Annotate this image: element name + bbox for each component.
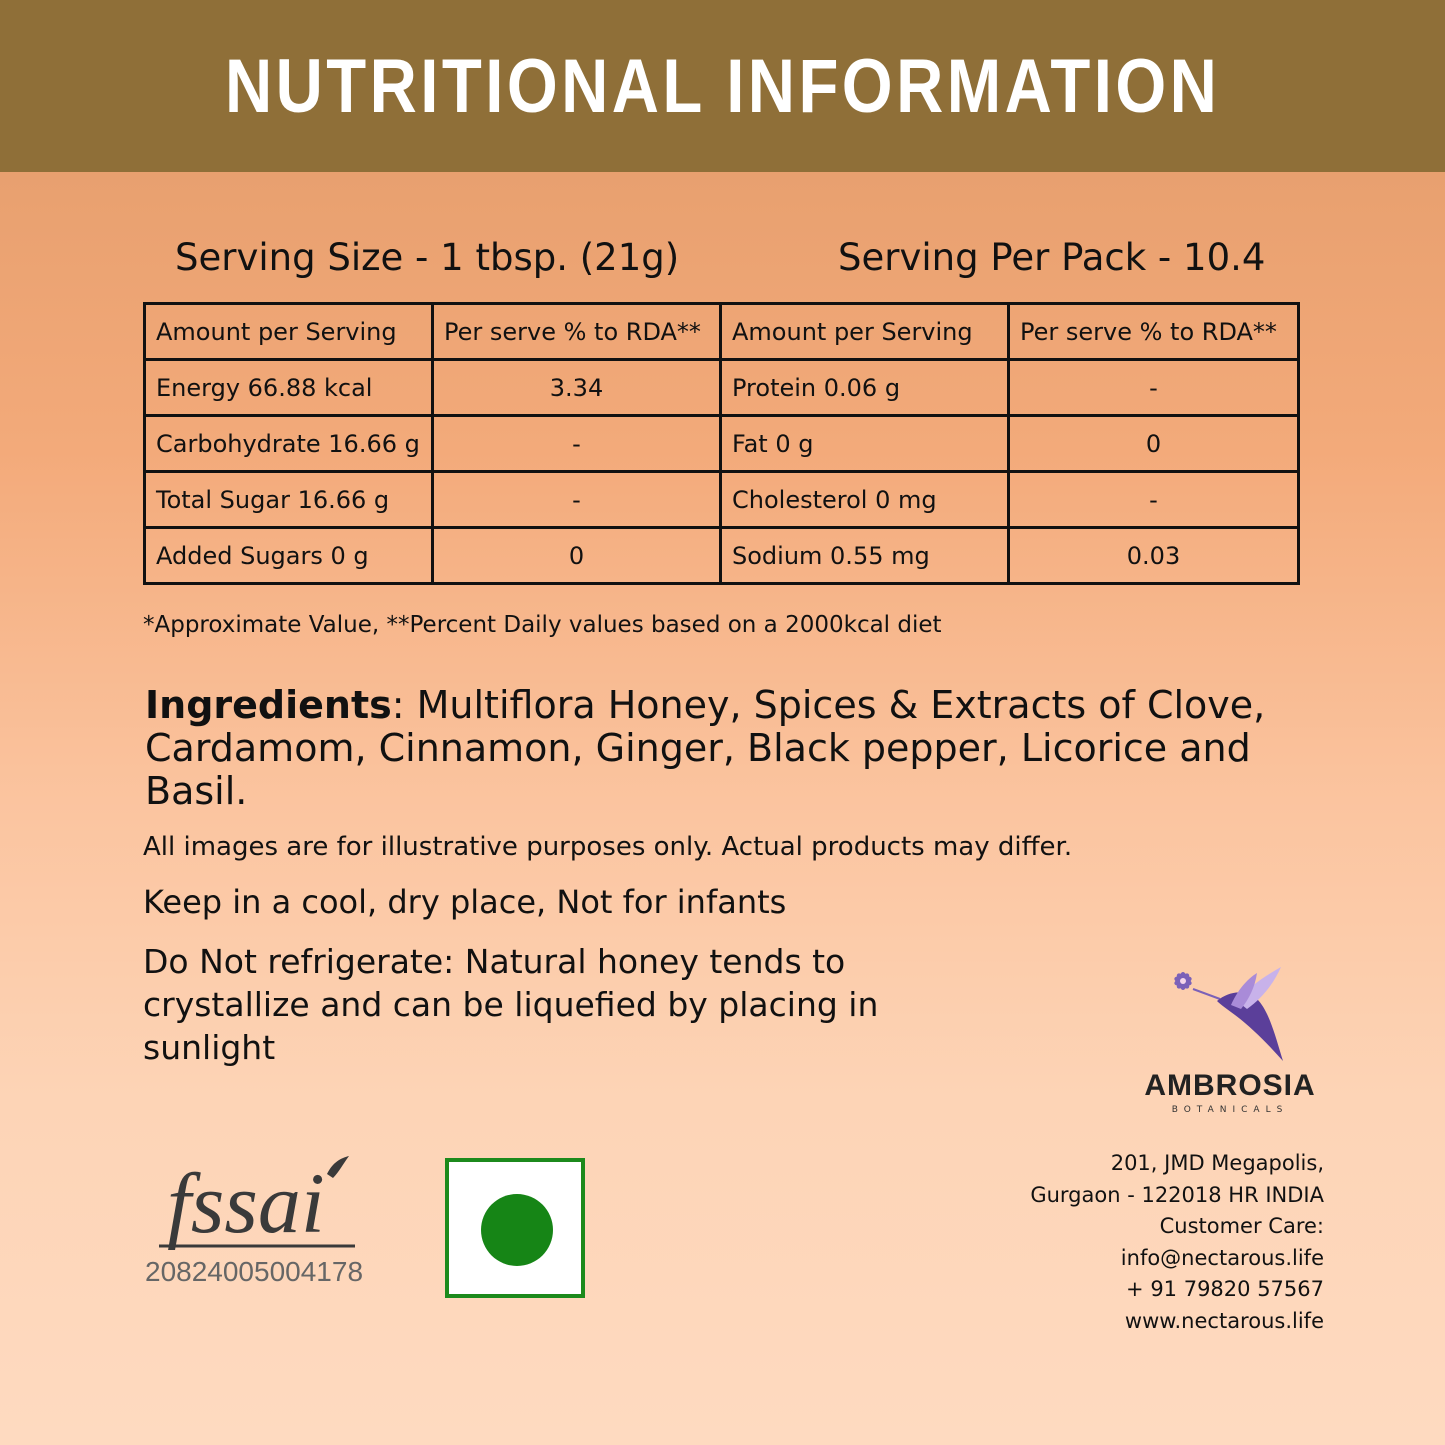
address-line: 201, JMD Megapolis,: [1110, 1151, 1324, 1175]
table-cell: -: [433, 472, 721, 528]
image-disclaimer: All images are for illustrative purposes only. Actual products may differ.: [143, 832, 1073, 862]
table-cell: 0: [1009, 416, 1299, 472]
table-row: [145, 360, 1299, 416]
table-cell: Energy 66.88 kcal: [145, 360, 433, 416]
website-link[interactable]: www.nectarous.life: [1124, 1308, 1324, 1333]
page-title: NUTRITIONAL INFORMATION: [224, 43, 1221, 129]
brand-logo: [1120, 965, 1340, 1115]
ingredients-label: Ingredients: [145, 683, 392, 727]
table-cell: Total Sugar 16.66 g: [145, 472, 433, 528]
vegetarian-mark-icon: [445, 1158, 585, 1298]
customer-care-label: Customer Care:: [1159, 1214, 1324, 1238]
table-cell: Protein 0.06 g: [721, 360, 1009, 416]
storage-instruction: Keep in a cool, dry place, Not for infants: [143, 883, 787, 921]
fssai-logo-mark: [145, 1150, 365, 1250]
table-cell: Added Sugars 0 g: [145, 528, 433, 584]
table-cell: Sodium 0.55 mg: [721, 528, 1009, 584]
column-header: Per serve % to RDA**: [1009, 304, 1299, 360]
servings-per-pack: Serving Per Pack - 10.4: [838, 236, 1266, 279]
nutrition-table: [143, 302, 1300, 585]
table-cell: Carbohydrate 16.66 g: [145, 416, 433, 472]
table-row: [145, 416, 1299, 472]
refrigeration-note: Do Not refrigerate: Natural honey tends to crystallize and can be liquefied by placing in sunlight: [143, 942, 879, 1067]
table-row: [145, 472, 1299, 528]
fssai-license-number: 20824005004178: [145, 1256, 364, 1287]
table-cell: 0: [433, 528, 721, 584]
veg-dot: [481, 1194, 553, 1266]
email-link[interactable]: info@nectarous.life: [1120, 1245, 1324, 1270]
table-cell: -: [1009, 360, 1299, 416]
column-header: Amount per Serving: [721, 304, 1009, 360]
table-cell: -: [433, 416, 721, 472]
table-cell: 3.34: [433, 360, 721, 416]
ingredients-list: : Multiflora Honey, Spices & Extracts of Clove, Cardamom, Cinnamon, Ginger, Black pepper, Licorice and Basil.: [145, 683, 1266, 813]
table-cell: Cholesterol 0 mg: [721, 472, 1009, 528]
table-cell: Fat 0 g: [721, 416, 1009, 472]
phone-number: + 91 79820 57567: [1126, 1277, 1324, 1301]
column-header: Per serve % to RDA**: [433, 304, 721, 360]
table-footnote: *Approximate Value, **Percent Daily values based on a 2000kcal diet: [143, 612, 942, 638]
fssai-logo-text: fssai: [167, 1155, 325, 1250]
table-cell: -: [1009, 472, 1299, 528]
column-header: Amount per Serving: [145, 304, 433, 360]
company-address: [1030, 1148, 1324, 1337]
table-header-row: [145, 304, 1299, 360]
hummingbird-flower-icon: [1165, 965, 1295, 1065]
brand-name: AMBROSIA: [1144, 1069, 1316, 1102]
table-cell: 0.03: [1009, 528, 1299, 584]
header-banner: [0, 0, 1445, 172]
brand-subtitle: BOTANICALS: [1171, 1105, 1289, 1115]
ingredients-text: [145, 684, 1275, 813]
table-row: [145, 528, 1299, 584]
address-line: Gurgaon - 122018 HR INDIA: [1030, 1182, 1324, 1207]
fssai-logo: [145, 1150, 385, 1288]
serving-size: Serving Size - 1 tbsp. (21g): [175, 236, 680, 279]
